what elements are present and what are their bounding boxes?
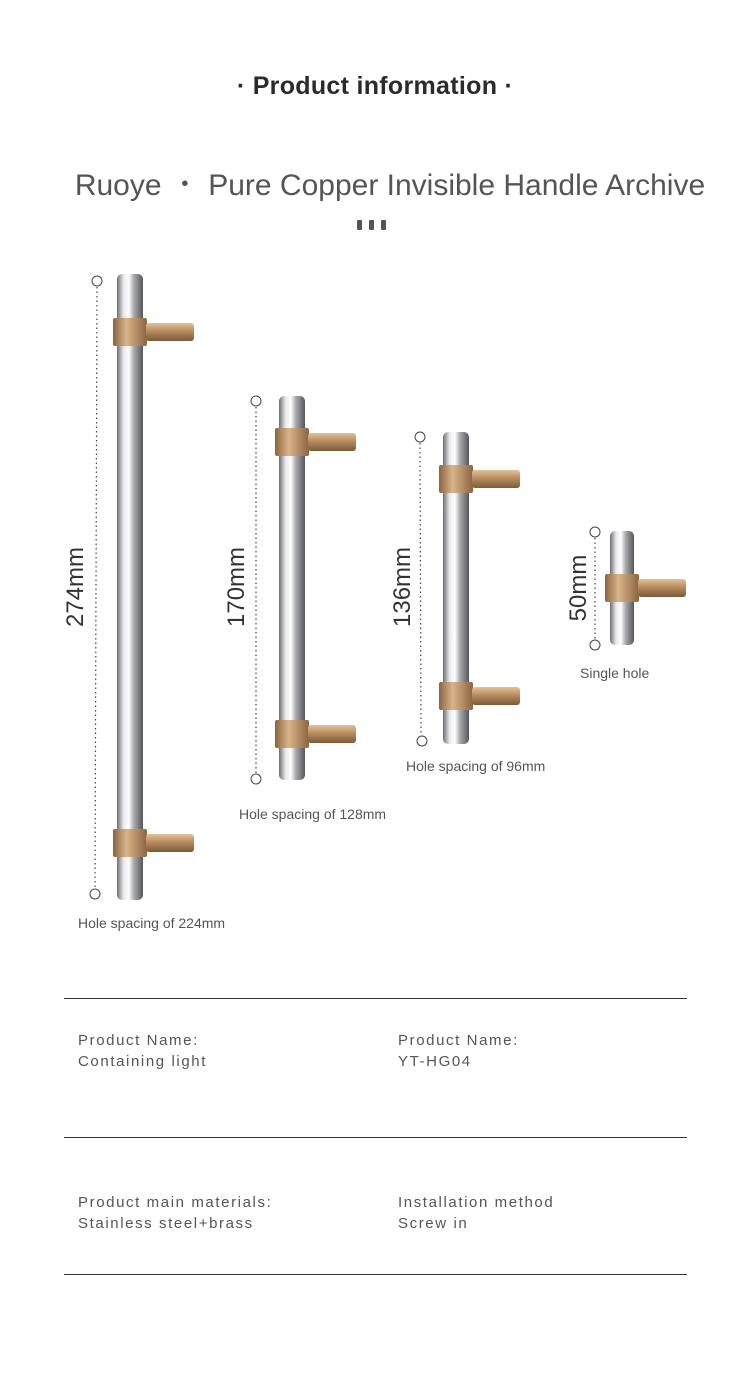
- spec-name-value: Containing light: [78, 1053, 208, 1070]
- handle-136mm: [415, 432, 520, 746]
- spec-install-value: Screw in: [398, 1215, 469, 1232]
- spec-install: [398, 1192, 554, 1234]
- brass-post: [146, 323, 194, 341]
- measure-bottom-marker: [590, 640, 600, 650]
- section-heading: · Product information ·: [236, 72, 514, 100]
- brass-collar: [113, 829, 147, 857]
- handle-170mm: [251, 396, 356, 784]
- handle-274mm: [90, 274, 194, 900]
- brass-collar: [113, 318, 147, 346]
- measure-bottom-marker: [90, 889, 100, 899]
- brass-collar: [439, 682, 473, 710]
- measure-line: [95, 287, 97, 888]
- measure-top-marker: [415, 432, 425, 442]
- spec-materials-value: Stainless steel+brass: [78, 1215, 254, 1232]
- spec-install-label: Installation method: [398, 1194, 555, 1211]
- spec-model: [398, 1030, 519, 1072]
- spec-model-value: YT-HG04: [398, 1053, 472, 1070]
- measure-bottom-marker: [417, 736, 427, 746]
- brass-post: [638, 579, 686, 597]
- measure-top-marker: [251, 396, 261, 406]
- product-subtitle: Ruoye ・ Pure Copper Invisible Handle Archive: [74, 169, 706, 202]
- brass-collar: [275, 428, 309, 456]
- measure-bottom-marker: [251, 774, 261, 784]
- spec-model-label: Product Name:: [398, 1032, 519, 1049]
- spec-materials-label: Product main materials:: [78, 1194, 273, 1211]
- dimension-label-50: 50mm: [565, 554, 592, 622]
- caption-96: Hole spacing of 96mm: [406, 758, 546, 774]
- caption-224: Hole spacing of 224mm: [78, 915, 226, 931]
- divider: [64, 1274, 687, 1275]
- divider: [64, 998, 687, 999]
- spec-name: [78, 1030, 207, 1072]
- spec-name-label: Product Name:: [78, 1032, 199, 1049]
- handle-50mm: [590, 527, 686, 650]
- brass-collar: [605, 574, 639, 602]
- divider: [64, 1137, 687, 1138]
- measure-line: [420, 443, 421, 735]
- brass-post: [472, 687, 520, 705]
- brass-post: [146, 834, 194, 852]
- brass-post: [472, 470, 520, 488]
- spec-materials: [78, 1192, 272, 1234]
- dimension-label-274: 274mm: [62, 546, 89, 627]
- dimension-label-136: 136mm: [389, 546, 416, 627]
- caption-128: Hole spacing of 128mm: [239, 806, 387, 822]
- handle-bar: [117, 274, 143, 900]
- caption-single: Single hole: [580, 665, 650, 681]
- measure-top-marker: [590, 527, 600, 537]
- dimension-label-170: 170mm: [223, 546, 250, 627]
- brass-collar: [275, 720, 309, 748]
- brass-collar: [439, 465, 473, 493]
- measure-top-marker: [92, 276, 102, 286]
- brass-post: [308, 433, 356, 451]
- brass-post: [308, 725, 356, 743]
